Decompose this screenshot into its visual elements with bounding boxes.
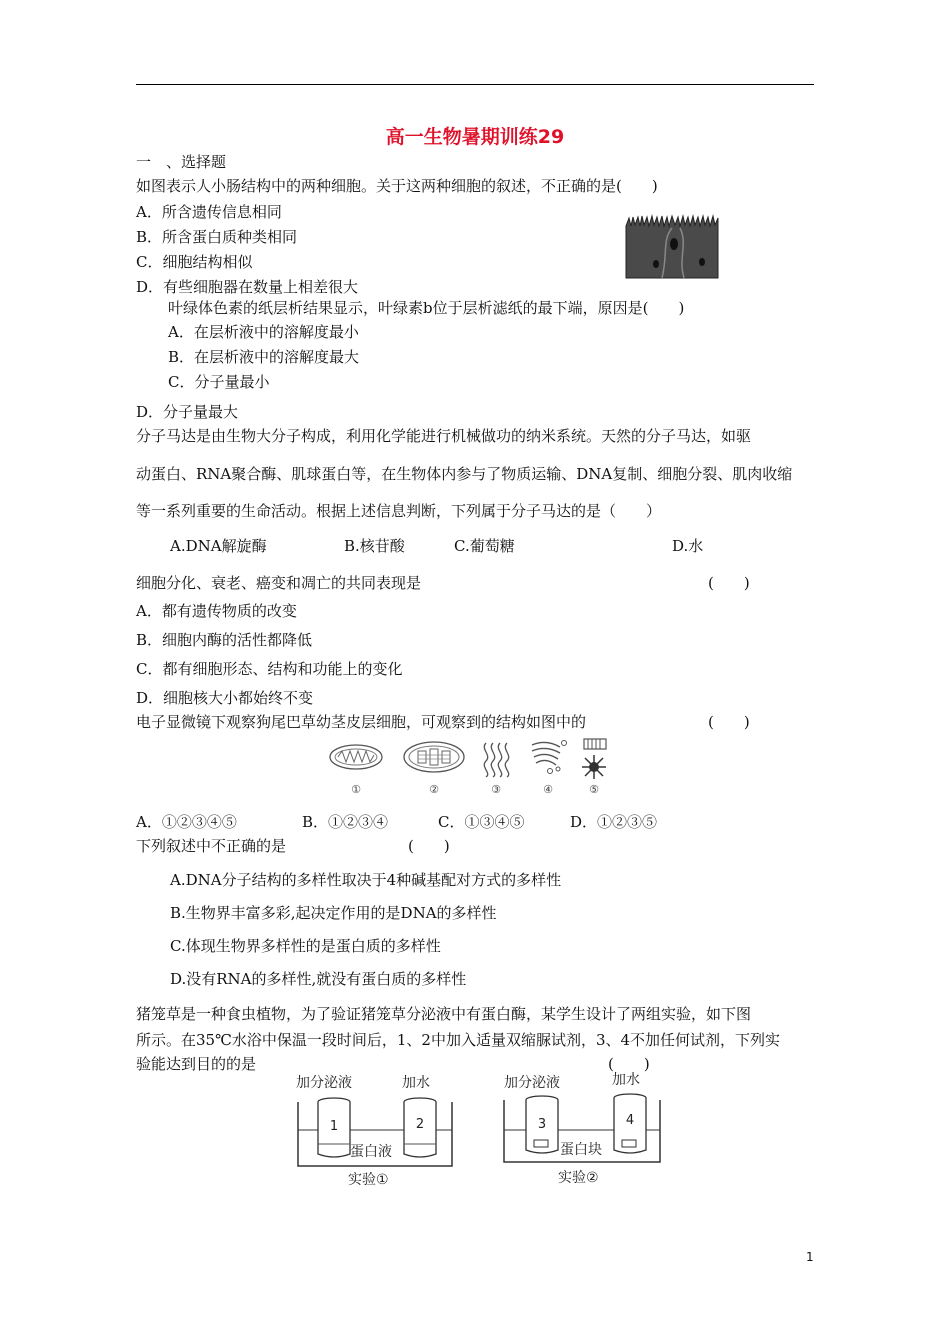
q2-option-a: A．在层析液中的溶解度最小 [168,323,359,341]
q6-option-d: D.没有RNA的多样性,就没有蛋白质的多样性 [170,970,467,988]
q4-option-d: D．细胞核大小都始终不变 [136,689,314,707]
q7-line-3: 验能达到目的的是 [136,1055,257,1073]
tube-1 [318,1098,350,1157]
q3-line-2: 动蛋白、RNA聚合酶、肌球蛋白等，在生物体内参与了物质运输、DNA复制、细胞分裂、肌肉收缩 [136,465,793,483]
q2-stem: 叶绿体色素的纸层析结果显示，叶绿素b位于层析滤纸的最下端，原因是( ) [168,299,685,317]
q4-option-c: C．都有细胞形态、结构和功能上的变化 [136,660,403,678]
endoplasmic-reticulum-icon [484,743,508,777]
q3-option-c: C.葡萄糖 [454,537,515,555]
organelles-figure [326,735,616,797]
experiment-figure [290,1072,670,1192]
exp2-substance-label: 蛋白块 [560,1142,602,1158]
q1-option-c: C．细胞结构相似 [136,253,253,271]
q7-answer-paren: ( ) [608,1055,650,1073]
fig-label-1: ① [351,783,361,796]
q7-line-2: 所示。在35℃水浴中保温一段时间后，1、2中加入适量双缩脲试剂，3、4不加任何试剂，下列实 [136,1031,781,1049]
q6-option-c: C.体现生物界多样性的是蛋白质的多样性 [170,937,441,955]
exp1-add-secretion-label: 加分泌液 [296,1075,352,1091]
q6-stem: 下列叙述中不正确的是 [136,837,287,855]
exp1-add-water-label: 加水 [402,1075,430,1091]
q6-option-b: B.生物界丰富多彩,起决定作用的是DNA的多样性 [170,904,497,922]
fig-label-3: ③ [491,783,501,796]
q6-answer-paren: ( ) [408,837,450,855]
q3-line-1: 分子马达是由生物大分子构成，利用化学能进行机械做功的纳米系统。天然的分子马达，如驱 [136,427,752,445]
tube-4-number: 4 [625,1113,635,1128]
tube-1-number: 1 [329,1119,339,1134]
q2-option-c: C．分子量最小 [168,373,270,391]
fig-label-2: ② [429,783,439,796]
q3-option-b: B.核苷酸 [344,537,405,555]
exp2-add-secretion-label: 加分泌液 [504,1075,560,1091]
experiment-2 [504,1072,660,1186]
header-rule [136,84,814,85]
q5-option-b: B．①②③④ [302,813,389,831]
q4-option-a: A．都有遗传物质的改变 [136,602,297,620]
q4-answer-paren: ( ) [708,574,750,592]
page-number: 1 [806,1250,814,1264]
centriole-icon [582,739,606,779]
fig-label-4: ④ [543,783,553,796]
tube-2 [404,1098,436,1157]
q1-option-d: D．有些细胞器在数量上相差很大 [136,278,359,296]
q7-line-1: 猪笼草是一种食虫植物，为了验证猪笼草分泌液中有蛋白酶，某学生设计了两组实验，如下图 [136,1005,752,1023]
page-title: 高一生物暑期训练29 [385,126,565,148]
fig-label-5: ⑤ [589,783,599,796]
section-heading: 一 、选择题 [136,153,227,171]
tube-3 [526,1096,558,1153]
q4-option-b: B．细胞内酶的活性都降低 [136,631,313,649]
q4-stem: 细胞分化、衰老、癌变和凋亡的共同表现是 [136,574,422,592]
q3-option-d: D.水 [672,537,704,555]
q3-option-a: A.DNA解旋酶 [170,537,267,555]
intestinal-cells-figure [622,214,722,282]
mitochondrion-icon [330,745,382,769]
exp1-substance-label: 蛋白液 [350,1144,392,1160]
q1-option-a: A．所含遗传信息相同 [136,203,282,221]
q2-option-b: B．在层析液中的溶解度最大 [168,348,360,366]
q6-option-a: A.DNA分子结构的多样性取决于4种碱基配对方式的多样性 [170,871,562,889]
exp1-caption: 实验① [348,1172,389,1188]
tube-4 [614,1094,646,1153]
q2-option-d: D．分子量最大 [136,403,239,421]
q5-stem: 电子显微镜下观察狗尾巴草幼茎皮层细胞，可观察到的结构如图中的 [136,713,587,731]
golgi-apparatus-icon [532,741,567,774]
tube-2-number: 2 [415,1117,425,1132]
q5-option-d: D．①②③⑤ [570,813,658,831]
q5-option-c: C．①③④⑤ [438,813,525,831]
exp2-add-water-label: 加水 [612,1072,640,1088]
q1-option-b: B．所含蛋白质种类相同 [136,228,298,246]
tube-3-number: 3 [537,1117,547,1132]
experiment-1 [296,1074,452,1188]
chloroplast-icon [404,742,464,772]
q1-stem: 如图表示人小肠结构中的两种细胞。关于这两种细胞的叙述，不正确的是( ) [136,177,658,195]
q5-answer-paren: ( ) [708,713,750,731]
q3-line-3: 等一系列重要的生命活动。根据上述信息判断，下列属于分子马达的是（ ） [136,502,662,520]
exp2-caption: 实验② [558,1170,599,1186]
q5-option-a: A．①②③④⑤ [136,813,237,831]
